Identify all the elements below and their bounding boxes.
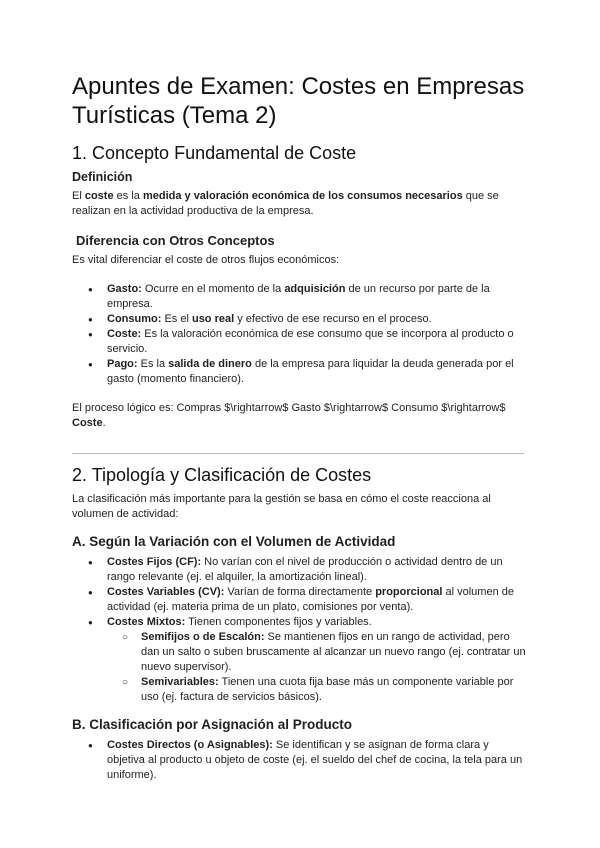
differences-intro: Es vital diferenciar el coste de otros flujos económicos: <box>72 254 340 266</box>
classification-b-heading: B. Clasificación por Asignación al Producto <box>72 717 353 732</box>
sublist-item-semivariables: ○ Semivariables: Tienen una cuota fija base más un componente variable por uso (ej. factura de servicios básicos). <box>107 675 528 705</box>
definition-heading: Definición <box>72 170 133 184</box>
section-divider <box>72 453 524 454</box>
document-title: Apuntes de Examen: Costes en Empresas Turísticas (Tema 2) <box>72 73 525 129</box>
variation-list <box>72 555 528 705</box>
list-item-coste: ● Coste: Es la valoración económica de ese consumo que se incorpora al producto o servicio. <box>72 327 528 357</box>
list-item-gasto: ● Gasto: Ocurre en el momento de la adquisición de un recurso por parte de la empresa. <box>72 282 528 312</box>
concepts-list <box>72 282 528 387</box>
bold-medida: medida y valoración económica de los consumos necesarios <box>142 190 463 202</box>
list-item-pago: ● Pago: Es la salida de dinero de la empresa para liquidar la deuda generada por el gasto (momento financiero). <box>72 357 528 387</box>
bold-coste: coste <box>84 190 114 202</box>
list-item-costes-variables: ● Costes Variables (CV): Varían de forma directamente proporcional al volumen de actividad (ej. materia prima de un plato, comisiones por venta). <box>72 585 528 615</box>
list-item-costes-directos: ● Costes Directos (o Asignables): Se identifican y se asignan de forma clara y objetiva al producto u objeto de coste (ej. el sueldo del chef de cocina, la tela para un uniforme). <box>72 738 528 783</box>
sublist-item-semifijos: ○ Semifijos o de Escalón: Se mantienen fijos en un rango de actividad, pero dan un salto o suben bruscamente al alcanzar un nuevo rango (ej. contratar un nuevo supervisor). <box>107 630 528 675</box>
section-2-intro: La clasificación más importante para la gestión se basa en cómo el coste reacciona al volumen de actividad: <box>72 493 491 520</box>
list-item-costes-mixtos: ● Costes Mixtos: Tienen componentes fijos y variables. ○ Semifijos o de Escalón: Se mantienen fijos en un rango de actividad, pero dan un salto o suben bruscamente al alcanzar un nuevo rango (ej. contratar un nuevo supervisor). ○ Semivariables: Tienen una cuota fija base más un componente variable por uso (ej. factura de servicios básicos). <box>72 615 528 705</box>
list-item-costes-fijos: ● Costes Fijos (CF): No varían con el nivel de producción o actividad dentro de un rango relevante (ej. el alquiler, la amortización lineal). <box>72 555 528 585</box>
differences-heading: Diferencia con Otros Conceptos <box>76 233 275 248</box>
definition-paragraph: El coste es la medida y valoración económica de los consumos necesarios que se realizan en la actividad productiva de la empresa. <box>72 190 499 217</box>
bold-process-coste: Coste <box>72 417 103 429</box>
list-item-consumo: ● Consumo: Es el uso real y efectivo de ese recurso en el proceso. <box>72 312 528 327</box>
process-paragraph: El proceso lógico es: Compras $\rightarrow$ Gasto $\rightarrow$ Consumo $\rightarrow$ Coste. <box>72 402 506 429</box>
section-1-heading: 1. Concepto Fundamental de Coste <box>72 143 357 163</box>
classification-a-heading: A. Según la Variación con el Volumen de Actividad <box>72 534 396 549</box>
assignment-list <box>72 738 528 783</box>
mixtos-sublist <box>107 630 528 705</box>
section-2-heading: 2. Tipología y Clasificación de Costes <box>72 465 372 485</box>
